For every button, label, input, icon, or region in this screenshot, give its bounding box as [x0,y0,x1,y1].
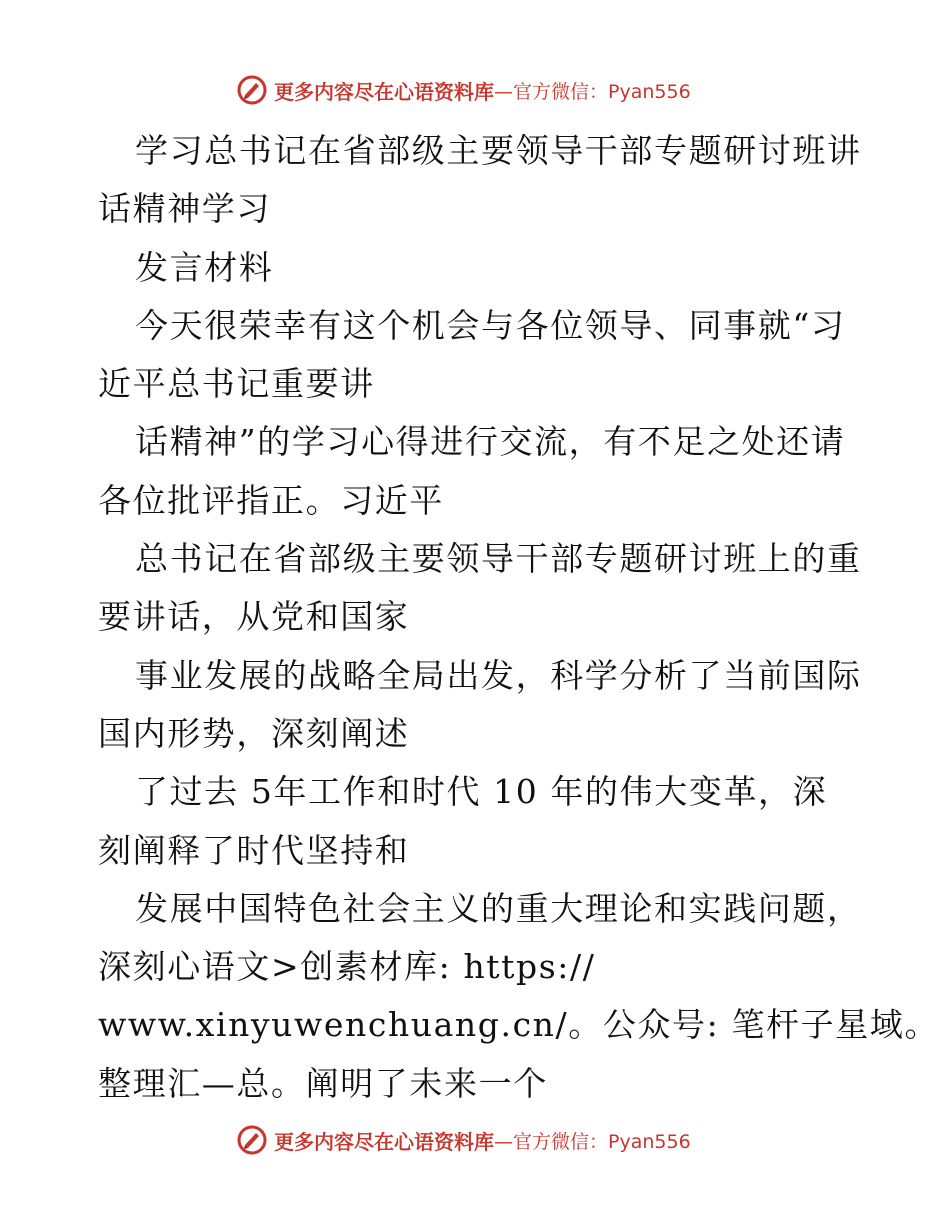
text-line: 要讲话，从党和国家 [98,597,410,637]
text-line: 事业发展的战略全局出发，科学分析了当前国际 [135,655,862,695]
watermark-contact-text: —官方微信：Pyan556 [494,80,691,103]
red-seal-logo-icon [236,74,268,106]
red-seal-logo-icon [236,1124,268,1156]
text-line: 发展中国特色社会主义的重大理论和实践问题， [135,888,862,928]
watermark-contact-text: —官方微信：Pyan556 [494,1130,691,1153]
text-line: 刻阐释了时代坚持和 [98,830,410,870]
text-line: 学习总书记在省部级主要领导干部专题研讨班讲 [135,131,862,170]
document-body [98,122,940,1113]
watermark-brand-text: 更多内容尽在心语资料库 [274,1129,494,1154]
header-watermark [236,73,691,107]
text-line: www.xinyuwenchuang.cn/。公众号: 笔杆子星域。 [98,1005,940,1045]
footer-watermark [236,1123,691,1157]
text-line: 发言材料 [135,247,274,287]
watermark-brand-text: 更多内容尽在心语资料库 [274,79,494,104]
text-line: 深刻心语文>创素材库: https:// [98,947,596,987]
text-line: 整理汇—总。阐明了未来一个 [98,1063,548,1103]
text-line: 了过去 5年工作和时代 10 年的伟大变革，深 [135,772,828,812]
text-line: 近平总书记重要讲 [98,364,375,404]
text-line: 话精神”的学习心得进行交流，有不足之处还请 [135,422,846,462]
text-line: 总书记在省部级主要领导干部专题研讨班上的重 [135,539,862,579]
text-line: 今天很荣幸有这个机会与各位领导、同事就“习 [135,305,846,345]
text-line: 各位批评指正。习近平 [98,480,444,520]
text-line: 国内形势，深刻阐述 [98,713,410,753]
text-line: 话精神学习 [98,189,271,229]
